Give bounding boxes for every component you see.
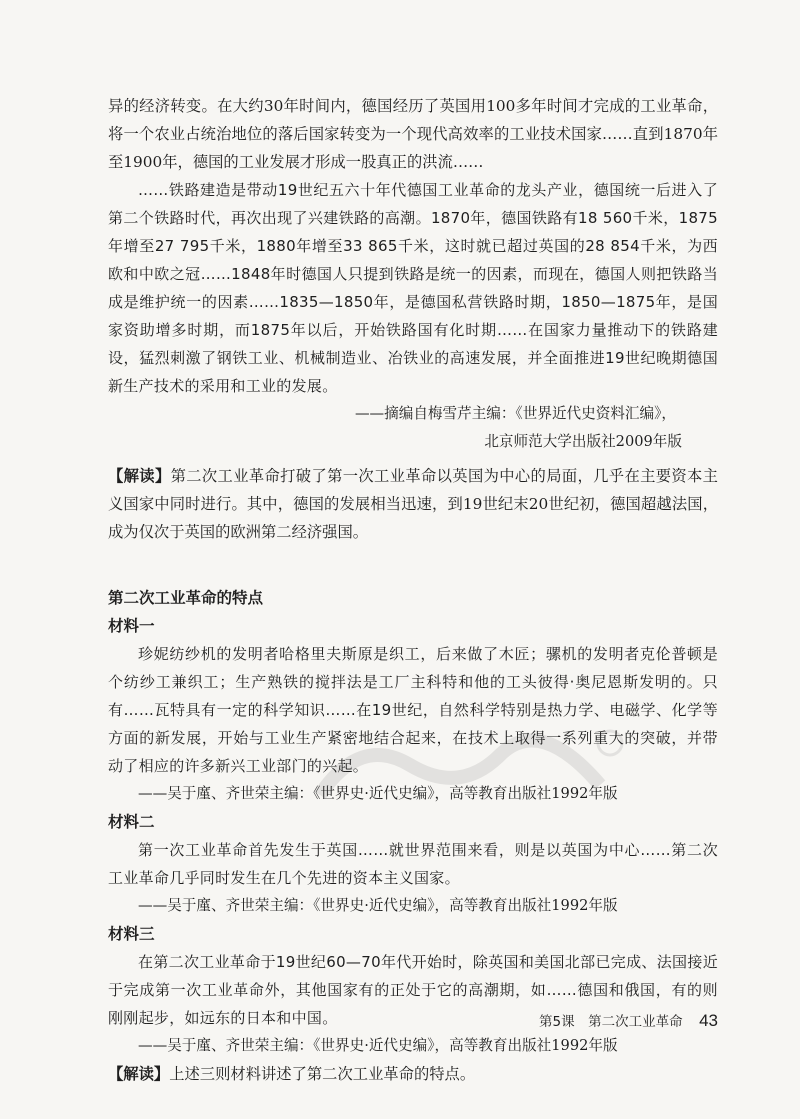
page-number: 43 [699,1011,718,1030]
material-one-source: ——吴于廑、齐世荣主编：《世界史·近代史编》，高等教育出版社1992年版 [138,785,618,802]
source-citation: ——摘编自梅雪芹主编：《世界近代史资料汇编》， [354,405,676,422]
source-citation-publisher: 北京师范大学出版社2009年版 [484,433,682,450]
material-three-text: 在第二次工业革命于19世纪60—70年代开始时，除英国和美国北部已完成、法国接近于完成第一次工业革命外，其他国家有的正处于它的高潮期，如……德国和俄国，有的则刚刚起步，如远东的日本和中国。 [108,953,718,1027]
footer-lesson-title: 第5课 第二次工业革命 [539,1014,683,1030]
material-two-source: ——吴于廑、齐世荣主编：《世界史·近代史编》，高等教育出版社1992年版 [138,897,618,914]
interpretation-paragraph [108,462,718,546]
interpretation-tag-2: 【解读】 [108,1065,170,1083]
material-two-title: 材料二 [108,813,155,831]
material-three-source: ——吴于廑、齐世荣主编：《世界史·近代史编》，高等教育出版社1992年版 [138,1037,618,1054]
interpretation-tag: 【解读】 [108,467,171,485]
material-one-title: 材料一 [108,617,155,635]
section-title: 第二次工业革命的特点 [108,589,264,607]
material-two-text: 第一次工业革命首先发生于英国……就世界范围来看，则是以英国为中心……第二次工业革命几乎同时发生在几个先进的资本主义国家。 [108,841,718,887]
paragraph-railway: ……铁路建造是带动19世纪五六十年代德国工业革命的龙头产业，德国统一后进入了第二个铁路时代，再次出现了兴建铁路的高潮。1870年，德国铁路有18 560千米，1875年增至27 795千米，1880年增至33 865千米，这时就已超过英国的28 854千米，为西欧和中欧之冠……1848年时德国人只提到铁路是统一的因素，而现在，德国人则把铁路当成是维护统一的因素……1835—1850年，是德国私营铁路时期，1850—1875年，是国家资助增多时期，而1875年以后，开始铁路国有化时期……在国家力量推动下的铁路建设，猛烈刺激了钢铁工业、机械制造业、冶铁业的高速发展，并全面推进19世纪晚期德国新生产技术的采用和工业的发展。 [108,181,718,395]
interpretation-text: 第二次工业革命打破了第一次工业革命以英国为中心的局面，几乎在主要资本主义国家中同时进行。其中，德国的发展相当迅速，到19世纪末20世纪初，德国超越法国，成为仅次于英国的欧洲第二经济强国。 [108,467,718,541]
page-footer [108,1010,718,1031]
interpretation-text-2: 上述三则材料讲述了第二次工业革命的特点。 [169,1065,476,1083]
material-three-title: 材料三 [108,925,155,943]
page-content [108,92,718,1088]
paragraph-german-economy: 异的经济转变。在大约30年时间内，德国经历了英国用100多年时间才完成的工业革命，将一个农业占统治地位的落后国家转变为一个现代高效率的工业技术国家……直到1870年至1900年，德国的工业发展才形成一股真正的洪流…… [108,97,718,171]
interpretation-paragraph-2 [108,1060,718,1088]
material-one-text: 珍妮纺纱机的发明者哈格里夫斯原是织工，后来做了木匠；骡机的发明者克伦普顿是个纺纱工兼织工；生产熟铁的搅拌法是工厂主科特和他的工头彼得·奥尼恩斯发明的。只有……瓦特具有一定的科学知识……在19世纪，自然科学特别是热力学、电磁学、化学等方面的新发展，开始与工业生产紧密地结合起来，在技术上取得一系列重大的突破，并带动了相应的许多新兴工业部门的兴起。 [108,645,718,775]
